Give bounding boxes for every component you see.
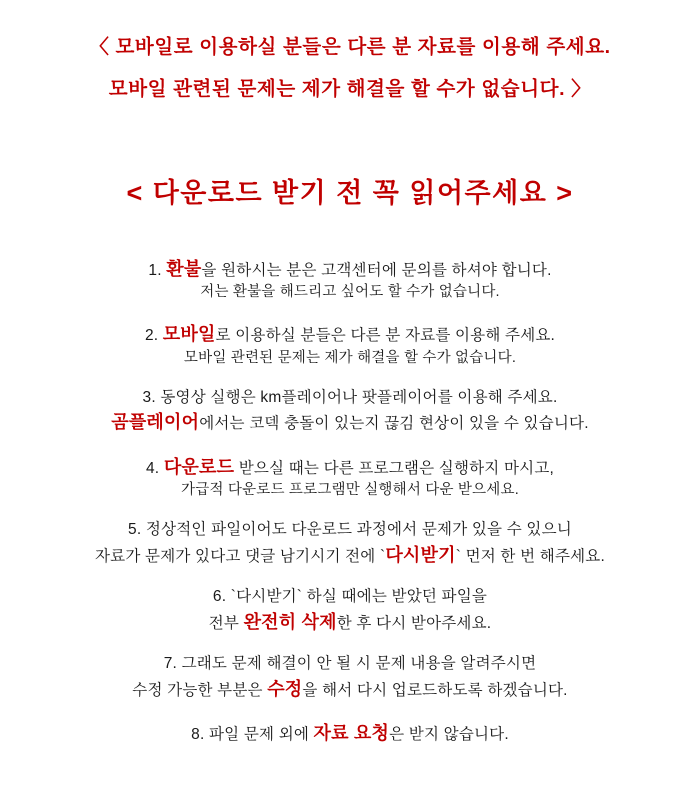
notice-text-6c: 한 후 다시 받아주세요. — [336, 614, 492, 632]
notice-keyword-3: 곰플레이어 — [111, 412, 200, 433]
notice-text-1a: 을 원하시는 분은 고객센터에 문의를 하셔야 합니다. — [201, 262, 552, 279]
page-title: < 다운로드 받기 전 꼭 읽어주세요 > — [126, 178, 574, 208]
notice-number-1: 1. — [148, 262, 162, 279]
notice-item-7 — [0, 653, 700, 702]
notice-text-5b: 자료가 문제가 있다고 댓글 남기시기 전에 ` — [95, 547, 386, 565]
notice-keyword-4: 다운로드 — [163, 456, 235, 477]
notice-keyword-1: 환불 — [166, 259, 202, 279]
notice-keyword-7: 수정 — [267, 678, 303, 699]
notice-number-4: 4. — [145, 459, 160, 477]
notice-item-6 — [0, 586, 700, 635]
notice-number-6: 6. — [212, 588, 227, 606]
notice-text-1b: 저는 환불을 해드리고 싶어도 할 수가 없습니다. — [200, 284, 500, 301]
notice-text-2b: 모바일 관련된 문제는 제가 해결을 할 수가 없습니다. — [183, 349, 517, 366]
notice-text-6b: 전부 — [208, 614, 244, 632]
notice-keyword-6: 완전히 삭제 — [243, 611, 337, 632]
notice-list — [0, 256, 700, 747]
notice-keyword-5: 다시받기 — [385, 544, 456, 565]
notice-text-3a: 동영상 실행은 km플레이어나 팟플레이어를 이용해 주세요. — [160, 388, 558, 406]
notice-text-3b: 에서는 코덱 충돌이 있는지 끊김 현상이 있을 수 있습니다. — [199, 415, 589, 433]
notice-text-6a: `다시받기` 하실 때에는 받았던 파일을 — [230, 588, 488, 606]
notice-item-8 — [0, 720, 700, 746]
top-banner — [0, 0, 700, 99]
notice-text-7b: 수정 가능한 부분은 — [132, 681, 268, 699]
banner-line-2: 모바일 관련된 문제는 제가 해결을 할 수가 없습니다. 〉 — [108, 77, 592, 100]
notice-text-8b: 은 받지 않습니다. — [389, 726, 509, 744]
notice-number-7: 7. — [163, 655, 178, 673]
notice-text-4b: 가급적 다운로드 프로그램만 실행해서 다운 받으세요. — [181, 482, 519, 499]
notice-item-4 — [0, 454, 700, 501]
notice-item-5 — [0, 519, 700, 568]
notice-number-5: 5. — [128, 521, 142, 539]
banner-line-1: 〈 모바일로 이용하실 분들은 다른 분 자료를 이용해 주세요. — [89, 36, 611, 58]
notice-item-2 — [0, 321, 700, 368]
notice-item-1 — [0, 256, 700, 303]
notice-number-2: 2. — [144, 327, 159, 345]
notice-text-7a: 그래도 문제 해결이 안 될 시 문제 내용을 알려주시면 — [181, 655, 537, 673]
notice-number-8: 8. — [191, 726, 205, 744]
notice-text-8a: 파일 문제 외에 — [208, 726, 314, 744]
notice-text-2a: 로 이용하실 분들은 다른 분 자료를 이용해 주세요. — [215, 327, 556, 345]
notice-keyword-8: 자료 요청 — [313, 723, 390, 744]
notice-text-5c: ` 먼저 한 번 해주세요. — [455, 547, 605, 565]
notice-number-3: 3. — [142, 388, 156, 406]
notice-text-7c: 을 해서 다시 업로드하도록 하겠습니다. — [302, 681, 568, 699]
notice-keyword-2: 모바일 — [162, 324, 216, 345]
notice-item-3 — [0, 387, 700, 436]
notice-text-5a: 정상적인 파일이어도 다운로드 과정에서 문제가 있을 수 있으니 — [145, 521, 572, 539]
notice-text-4a: 받으실 때는 다른 프로그램은 실행하지 마시고, — [238, 459, 555, 477]
